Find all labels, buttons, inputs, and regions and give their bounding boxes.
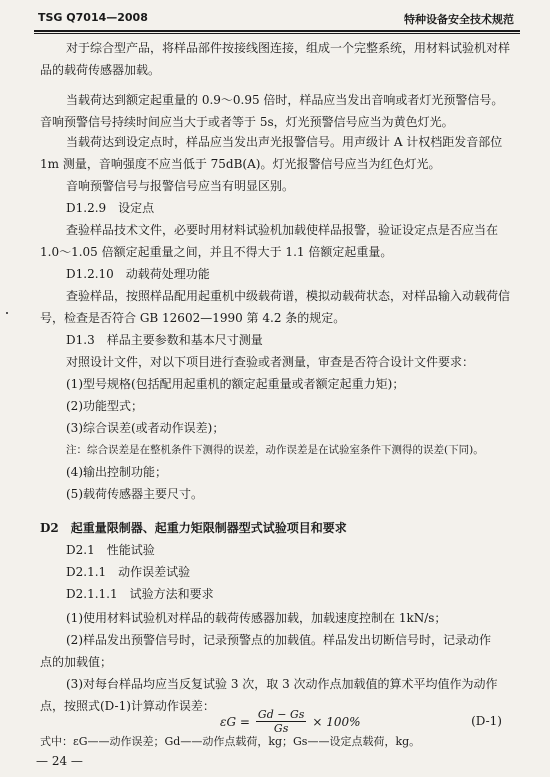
formula-denominator: Gs: [273, 722, 289, 735]
formula-d1: [220, 708, 361, 735]
body-line: 对照设计文件，对以下项目进行查验或者测量，审查是否符合设计文件要求：: [66, 355, 475, 369]
body-line: 查验样品技术文件，必要时用材料试验机加载使样品报警，验证设定点是否应当在: [66, 223, 499, 237]
section-heading: D1.2.10 动载荷处理功能: [66, 267, 210, 281]
list-item: (4)输出控制功能；: [66, 465, 167, 479]
list-item: (5)载荷传感器主要尺寸。: [66, 487, 203, 501]
list-item: (2)功能型式；: [66, 399, 143, 413]
chapter-heading: D2 起重量限制器、起重力矩限制器型式试验项目和要求: [40, 521, 347, 535]
section-heading: D1.2.9 设定点: [66, 201, 155, 215]
body-line: 1m 测量，音响强度不应当低于 75dB(A)。灯光报警信号应当为红色灯光。: [40, 157, 441, 171]
body-line: 查验样品，按照样品配用起重机中级载荷谱，模拟动载荷状态，对样品输入动载荷信: [66, 289, 511, 303]
header-standard-code: TSG Q7014—2008: [38, 11, 148, 24]
formula-numerator: Gd − Gs: [257, 708, 305, 721]
body-line: 1.0～1.05 倍额定起重量之间，并且不得大于 1.1 倍额定起重量。: [40, 245, 393, 259]
list-item: (1)型号规格(包括配用起重机的额定起重量或者额定起重力矩)；: [66, 377, 405, 391]
body-line: 号，检查是否符合 GB 12602—1990 第 4.2 条的规定。: [40, 311, 346, 325]
section-heading: D2.1.1 动作误差试验: [66, 565, 191, 579]
list-item: (2)样品发出预警信号时，记录预警点的加载值。样品发出切断信号时，记录动作: [66, 633, 492, 647]
list-item: (3)对每台样品均应当反复试验 3 次，取 3 次动作点加载值的算术平均值作为动作: [66, 677, 498, 691]
equation-number: (D-1): [471, 714, 502, 728]
header-series-title: 特种设备安全技术规范: [404, 13, 514, 26]
header-rule-thin: [34, 33, 520, 34]
list-item: (3)综合误差(或者动作误差)；: [66, 421, 225, 435]
body-line: 点的加载值；: [40, 655, 113, 669]
note-line: 注：综合误差是在整机条件下测得的误差，动作误差是在试验室条件下测得的误差(下同)。: [66, 444, 484, 456]
body-line: 当载荷达到额定起重量的 0.9～0.95 倍时，样品应当发出音响或者灯光预警信号。: [66, 93, 504, 107]
body-line: 点，按照式(D-1)计算动作误差：: [40, 699, 215, 713]
section-heading: D2.1.1.1 试验方法和要求: [66, 587, 214, 601]
formula-legend: 式中：εG——动作误差；Gd——动作点载荷，kg；Gs——设定点载荷，kg。: [40, 735, 421, 748]
scan-speck: [6, 312, 8, 314]
body-line: 音响预警信号与报警信号应当有明显区别。: [66, 179, 295, 193]
section-heading: D2.1 性能试验: [66, 543, 155, 557]
header-rule-thick: [34, 30, 520, 32]
body-line: 音响预警信号持续时间应当大于或者等于 5s，灯光预警信号应当为黄色灯光。: [40, 115, 454, 129]
formula-fraction: [256, 708, 306, 735]
page-number: — 24 —: [36, 754, 83, 768]
list-item: (1)使用材料试验机对样品的载荷传感器加载，加载速度控制在 1kN/s；: [66, 611, 447, 625]
section-heading: D1.3 样品主要参数和基本尺寸测量: [66, 333, 263, 347]
formula-rhs: × 100%: [312, 714, 361, 729]
body-line: 品的载荷传感器加载。: [40, 63, 161, 77]
body-line: 当载荷达到设定点时，样品应当发出声光报警信号。用声级计 A 计权档距发音部位: [66, 135, 503, 149]
body-line: 对于综合型产品，将样品部件按接线图连接，组成一个完整系统，用材料试验机对样: [66, 41, 511, 55]
formula-lhs: εG =: [220, 714, 250, 729]
